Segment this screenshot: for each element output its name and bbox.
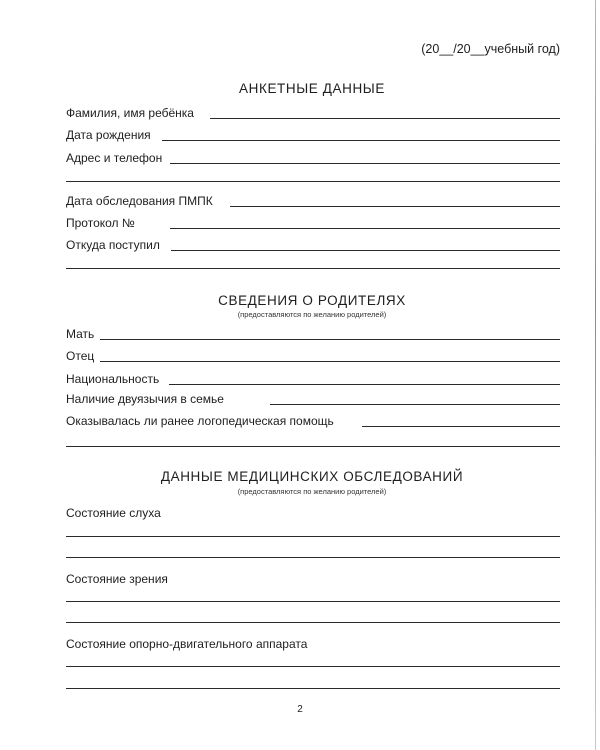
label-bilingualism: Наличие двуязычия в семье xyxy=(66,392,224,406)
field-hearing-line-1[interactable] xyxy=(66,536,560,537)
field-birth-date-line[interactable] xyxy=(162,140,560,141)
field-origin-line-2[interactable] xyxy=(66,268,560,269)
label-hearing: Состояние слуха xyxy=(66,506,161,520)
label-protocol: Протокол № xyxy=(66,216,135,230)
parents-note: (предоставляются по желанию родителей) xyxy=(237,310,387,319)
field-address-phone-line-2[interactable] xyxy=(66,181,560,182)
field-musculoskeletal-line-2[interactable] xyxy=(66,688,560,689)
field-origin-line[interactable] xyxy=(171,250,560,251)
field-protocol-line[interactable] xyxy=(170,228,560,229)
label-exam-date: Дата обследования ПМПК xyxy=(66,194,213,208)
label-musculoskeletal: Состояние опорно-двигательного аппарата xyxy=(66,637,308,651)
field-nationality-line[interactable] xyxy=(169,384,560,385)
field-exam-date-line[interactable] xyxy=(230,206,560,207)
field-prior-help-line-2[interactable] xyxy=(66,446,560,447)
field-bilingualism-line[interactable] xyxy=(270,404,560,405)
section-title-personal: АНКЕТНЫЕ ДАННЫЕ xyxy=(239,81,385,96)
page-number: 2 xyxy=(297,704,303,715)
label-vision: Состояние зрения xyxy=(66,572,168,586)
school-year: (20__/20__учебный год) xyxy=(421,42,560,56)
section-title-parents: СВЕДЕНИЯ О РОДИТЕЛЯХ xyxy=(218,293,406,308)
field-mother-line[interactable] xyxy=(100,339,560,340)
label-father: Отец xyxy=(66,349,95,363)
field-address-phone-line[interactable] xyxy=(170,163,560,164)
label-child-name: Фамилия, имя ребёнка xyxy=(66,106,194,120)
field-father-line[interactable] xyxy=(100,361,560,362)
field-child-name-line[interactable] xyxy=(210,118,560,119)
page-edge xyxy=(595,0,596,750)
medical-note: (предоставляются по желанию родителей) xyxy=(237,487,387,496)
label-birth-date: Дата рождения xyxy=(66,128,151,142)
field-vision-line-1[interactable] xyxy=(66,601,560,602)
label-prior-help: Оказывалась ли ранее логопедическая помощь xyxy=(66,414,334,428)
field-hearing-line-2[interactable] xyxy=(66,557,560,558)
field-musculoskeletal-line-1[interactable] xyxy=(66,666,560,667)
label-address-phone: Адрес и телефон xyxy=(66,151,163,165)
field-prior-help-line[interactable] xyxy=(362,426,560,427)
field-vision-line-2[interactable] xyxy=(66,622,560,623)
label-origin: Откуда поступил xyxy=(66,238,160,252)
label-nationality: Национальность xyxy=(66,372,160,386)
section-title-medical: ДАННЫЕ МЕДИЦИНСКИХ ОБСЛЕДОВАНИЙ xyxy=(160,469,464,484)
label-mother: Мать xyxy=(66,327,95,341)
